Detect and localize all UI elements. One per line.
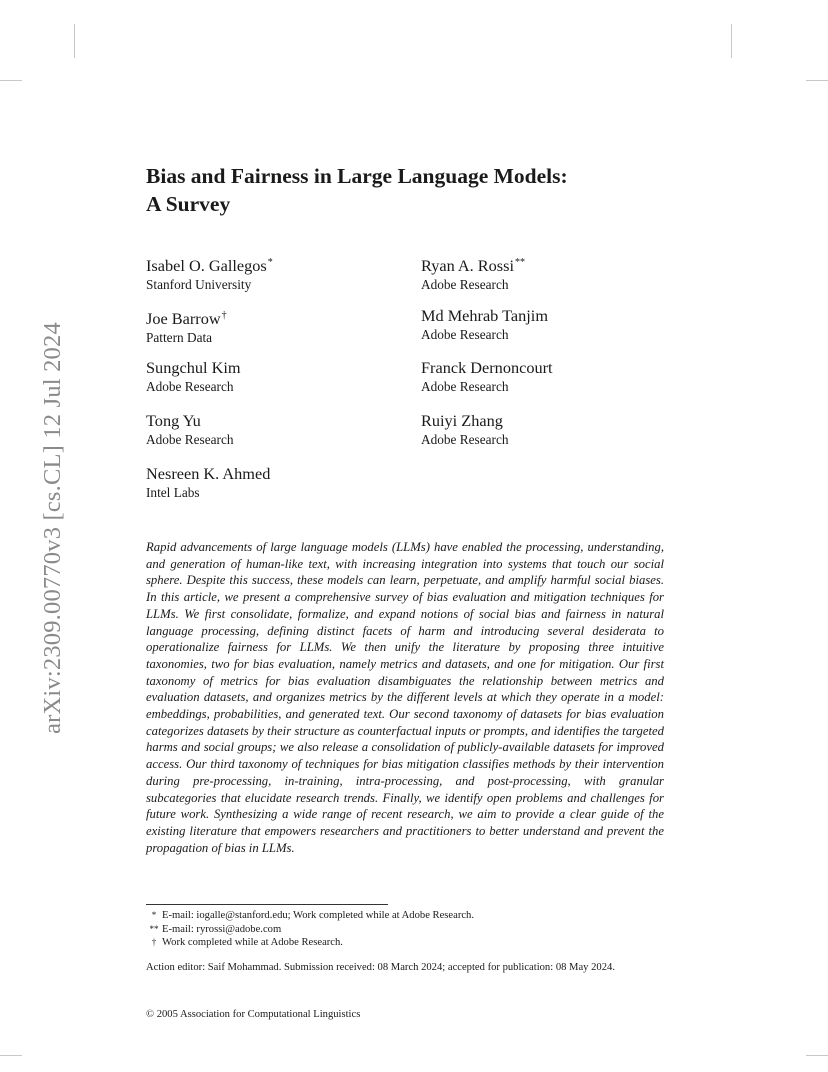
abstract: Rapid advancements of large language models (LLMs) have enabled the processing, understanding, and generation of human-like text, with increasing integration into systems that touch our social sphere. Despite this success, these models can learn, perpetuate, and amplify harmful social biases. In this article, we present a comprehensive survey of bias evaluation and mitigation techniques for LLMs. We first consolidate, formalize, and expand notions of social bias and fairness in natural language processing, defining distinct facets of harm and introducing several desiderata to operationalize fairness for LLMs. We then unify the literature by proposing three intuitive taxonomies, two for bias evaluation, namely metrics and datasets, and one for mitigation. Our first taxonomy of metrics for bias evaluation disambiguates the relationship between metrics and evaluation datasets, and organizes metrics by the different levels at which they operate in a model: embeddings, probabilities, and generated text. Our second taxonomy of datasets for bias evaluation categorizes datasets by their structure as counterfactual inputs or prompts, and identifies the targeted harms and social groups; we also release a consolidation of publicly-available datasets for improved access. Our third taxonomy of techniques for bias mitigation classifies methods by their intervention during pre-processing, in-training, intra-processing, and post-processing, with granular subcategories that elucidate research trends. Finally, we identify open problems and challenges for future work. Synthesizing a wide range of recent research, we aim to provide a clear guide of the existing literature that empowers researchers and practitioners to better understand and prevent the propagation of bias in LLMs. (146, 540, 664, 855)
author-name: Md Mehrab Tanjim (421, 306, 548, 325)
author-ahmed (146, 464, 270, 501)
footnote-text: Work completed while at Adobe Research. (162, 937, 343, 948)
copyright-notice: © 2005 Association for Computational Linguistics (146, 1009, 361, 1020)
author-name: Ryan A. Rossi (421, 256, 514, 275)
author-name: Sungchul Kim (146, 358, 241, 377)
footnotes (146, 909, 474, 950)
footnote-mark: ** (149, 923, 159, 934)
author-affiliation: Adobe Research (146, 432, 234, 447)
author-affiliation: Adobe Research (421, 327, 509, 342)
author-tanjim (421, 306, 548, 343)
footnote-mark: † (151, 937, 157, 947)
crop-mark-left-upper (0, 80, 22, 81)
author-name: Tong Yu (146, 411, 201, 430)
footnote-text: E-mail: iogalle@stanford.edu; Work completed while at Adobe Research. (162, 910, 475, 921)
author-mark: † (221, 310, 227, 321)
author-affiliation: Adobe Research (421, 277, 509, 292)
author-affiliation: Adobe Research (146, 379, 234, 394)
author-barrow (146, 306, 227, 346)
crop-mark-right-upper (806, 80, 828, 81)
editor-note: Action editor: Saif Mohammad. Submission received: 08 March 2024; accepted for publication: 08 May 2024. (146, 962, 615, 973)
arxiv-identifier: arXiv:2309.00770v3 [cs.CL] 12 Jul 2024 (39, 322, 66, 734)
author-yu (146, 411, 234, 448)
footnote-rule (146, 904, 388, 905)
crop-mark-left-lower (0, 1055, 22, 1056)
footnote-3 (146, 936, 474, 950)
crop-mark-right-lower (806, 1055, 828, 1056)
author-name: Franck Dernoncourt (421, 358, 553, 377)
author-gallegos (146, 253, 273, 293)
footnote-text: E-mail: ryrossi@adobe.com (162, 923, 282, 935)
footnote-1 (146, 909, 474, 923)
author-affiliation: Intel Labs (146, 485, 200, 500)
author-affiliation: Pattern Data (146, 330, 213, 345)
author-affiliation: Stanford University (146, 277, 252, 292)
author-name: Isabel O. Gallegos (146, 256, 267, 275)
author-zhang (421, 411, 509, 448)
footnote-2 (146, 923, 474, 937)
author-mark: ** (514, 257, 525, 268)
author-affiliation: Adobe Research (421, 379, 509, 394)
author-mark: * (267, 257, 273, 268)
title-line-1: Bias and Fairness in Large Language Models: (146, 164, 568, 188)
crop-mark-top-right (731, 24, 732, 58)
paper-title (146, 162, 706, 218)
author-affiliation: Adobe Research (421, 432, 509, 447)
author-name: Nesreen K. Ahmed (146, 464, 271, 483)
author-name: Joe Barrow (146, 309, 221, 328)
author-dernoncourt (421, 358, 553, 395)
author-name: Ruiyi Zhang (421, 411, 503, 430)
crop-mark-top-left (74, 24, 75, 58)
footnote-mark: * (151, 910, 157, 920)
author-kim (146, 358, 241, 395)
author-rossi (421, 253, 525, 293)
title-line-2: A Survey (146, 192, 231, 216)
